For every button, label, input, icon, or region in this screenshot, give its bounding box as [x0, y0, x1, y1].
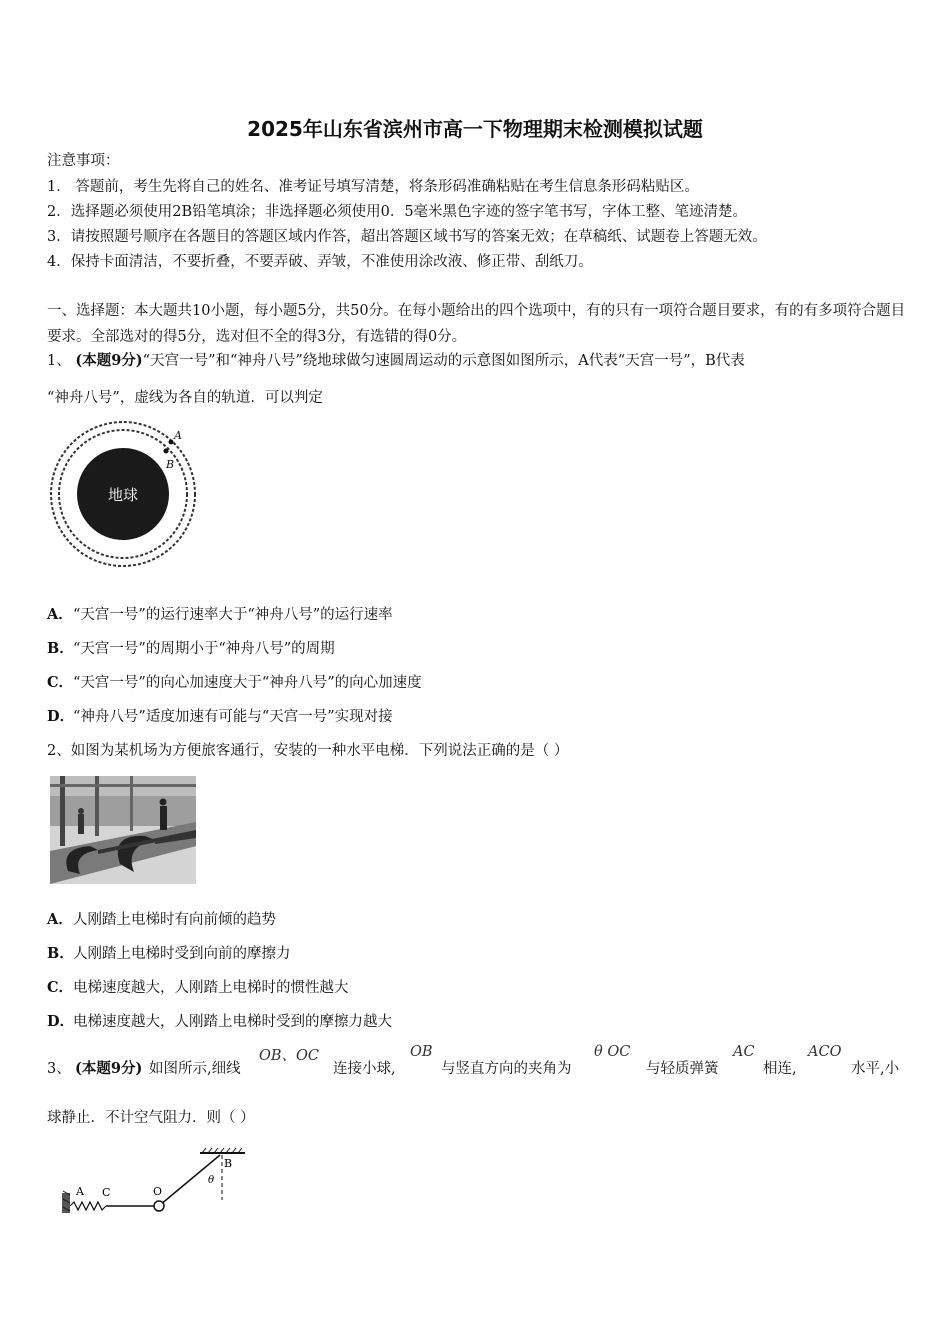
- q3-number: 3、: [47, 1061, 71, 1077]
- q1-option-a[interactable]: A．“天宫一号”的运行速率大于“神舟八号”的运行速率: [47, 606, 393, 623]
- q3-math-ob: OB: [410, 1044, 433, 1060]
- q2-option-a[interactable]: A．人刚踏上电梯时有向前倾的趋势: [47, 911, 276, 928]
- q1-option-d[interactable]: D．“神舟八号”适度加速有可能与“天宫一号”实现对接: [47, 708, 393, 725]
- q3-score: (本题9分): [75, 1060, 143, 1077]
- q2-stem: 2、如图为某机场为方便旅客通行，安装的一种水平电梯．下列说法正确的是（ ）: [47, 743, 569, 759]
- q1-stem-line2: “神舟八号”，虚线为各自的轨道．可以判定: [47, 390, 323, 406]
- label-a: A: [76, 1185, 84, 1198]
- notice-item: 3．请按照题号顺序在各题目的答题区域内作答，超出答题区域书写的答案无效；在草稿纸、试题卷上答题无效。: [47, 229, 767, 245]
- label-theta: θ: [208, 1175, 215, 1186]
- q3-seg4: 与轻质弹簧: [646, 1061, 719, 1077]
- q1-score: (本题9分): [75, 352, 143, 369]
- q3-spring-figure: [60, 1145, 250, 1220]
- earth-label: 地球: [107, 486, 139, 504]
- page-title: 2025年山东省滨州市高一下物理期末检测模拟试题: [247, 117, 703, 141]
- q3-math-theta-oc: θ OC: [594, 1044, 631, 1060]
- q1-stem-line1: “天宫一号”和“神舟八号”绕地球做匀速圆周运动的示意图如图所示，A代表“天宫一号”，B代表: [142, 353, 745, 369]
- q2-option-c[interactable]: C．电梯速度越大，人刚踏上电梯时的惯性越大: [47, 979, 349, 996]
- q3-stem-line2: 球静止．不计空气阻力．则（ ）: [47, 1110, 255, 1126]
- q3-seg5: 相连,: [763, 1061, 797, 1077]
- satellite-b: [164, 449, 169, 454]
- q3-seg1: 如图所示,细线: [149, 1061, 241, 1077]
- q1-stem: [47, 351, 745, 371]
- notice-item: 4．保持卡面清洁，不要折叠，不要弄破、弄皱，不准使用涂改液、修正带、刮纸刀。: [47, 254, 593, 270]
- notice-item: 1． 答题前，考生先将自己的姓名、准考证号填写清楚，将条形码准确粘贴在考生信息条形码粘贴区。: [47, 179, 699, 195]
- q3-seg6: 水平,小: [851, 1061, 900, 1077]
- label-b: B: [224, 1157, 233, 1170]
- label-a: A: [174, 429, 182, 442]
- q3-math-ob-oc: OB、OC: [259, 1048, 320, 1064]
- section-intro: 一、选择题：本大题共10小题，每小题5分，共50分。在每小题给出的四个选项中，有的只有一项符合题目要求，有的有多项符合题目要求。全部选对的得5分，选对但不全的得3分，有选错的得0分。: [47, 303, 906, 345]
- label-b: B: [166, 458, 175, 471]
- q1-option-b[interactable]: B．“天宫一号”的周期小于“神舟八号”的周期: [47, 640, 335, 657]
- q2-option-d[interactable]: D．电梯速度越大，人刚踏上电梯时受到的摩擦力越大: [47, 1013, 392, 1030]
- q3-seg3: 与竖直方向的夹角为: [441, 1061, 572, 1077]
- q3-math-aco: ACO: [808, 1044, 842, 1060]
- label-o: O: [153, 1185, 163, 1198]
- notice-heading: 注意事项：: [47, 153, 120, 169]
- q3-seg2: 连接小球,: [333, 1061, 396, 1077]
- q2-escalator-photo: [50, 776, 196, 884]
- notice-item: 2．选择题必须使用2B铅笔填涂；非选择题必须使用0．5毫米黑色字迹的签字笔书写，字体工整、笔迹清楚。: [47, 204, 748, 220]
- q1-orbit-figure: [47, 420, 197, 570]
- q2-option-b[interactable]: B．人刚踏上电梯时受到向前的摩擦力: [47, 945, 291, 962]
- q1-number: 1、: [47, 353, 71, 369]
- q1-option-c[interactable]: C．“天宫一号”的向心加速度大于“神舟八号”的向心加速度: [47, 674, 422, 691]
- label-c: C: [102, 1186, 111, 1199]
- satellite-a: [169, 440, 174, 445]
- q3-math-ac: AC: [733, 1044, 755, 1060]
